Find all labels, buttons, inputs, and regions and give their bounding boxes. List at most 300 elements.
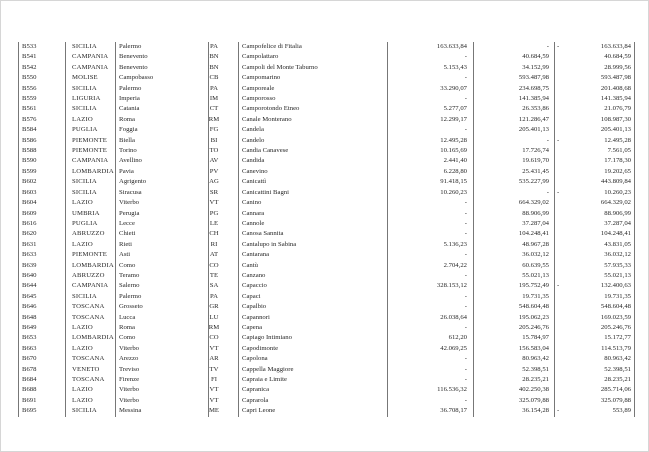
amount-column-1: - xyxy=(464,95,467,103)
amount-column-1: - xyxy=(464,209,467,217)
table-row xyxy=(18,42,635,52)
province-name: Imperia xyxy=(119,95,140,103)
province-name: Benevento xyxy=(119,53,148,61)
province-abbreviation: IM xyxy=(209,95,219,103)
municipality-name: Cappella Maggiore xyxy=(242,365,294,373)
table-row xyxy=(18,177,635,187)
amount-column-1: 10.165,69 xyxy=(440,147,467,155)
amount-column-2: 34.152,99 xyxy=(522,63,549,71)
table-row xyxy=(18,115,635,125)
negative-sign: - xyxy=(557,136,560,144)
municipality-name: Capalbio xyxy=(242,303,267,311)
amount-column-1: 26.038,64 xyxy=(440,313,467,321)
municipality-name: Campolattaro xyxy=(242,53,279,61)
amount-column-2: 593.487,98 xyxy=(518,74,549,82)
province-abbreviation: PV xyxy=(209,167,219,175)
amount-value: 108.987,30 xyxy=(600,115,631,123)
province-name: Viterbo xyxy=(119,396,140,404)
amount-value: 52.398,51 xyxy=(604,365,631,373)
amount-column-3 xyxy=(557,146,631,156)
amount-column-3 xyxy=(557,385,631,395)
region-name: SICILIA xyxy=(72,188,97,196)
amount-column-2: 55.021,13 xyxy=(522,271,549,279)
table-rows xyxy=(18,42,635,417)
province-abbreviation: CB xyxy=(209,74,219,82)
municipality-name: Caprarola xyxy=(242,396,269,404)
municipality-name: Campoli del Monte Taburno xyxy=(242,63,318,71)
province-abbreviation: AT xyxy=(209,251,219,259)
region-name: SICILIA xyxy=(72,84,97,92)
amount-column-3 xyxy=(557,136,631,146)
province-name: Lucca xyxy=(119,313,136,321)
amount-column-2: 205.401,13 xyxy=(518,126,549,134)
amount-column-3 xyxy=(557,261,631,271)
amount-column-3 xyxy=(557,281,631,291)
amount-column-2: 535.227,99 xyxy=(518,178,549,186)
region-name: VENETO xyxy=(72,365,100,373)
municipality-name: Capodimonte xyxy=(242,344,279,352)
amount-value: 80.963,42 xyxy=(604,355,631,363)
cadastral-code: B584 xyxy=(22,126,37,134)
province-abbreviation: PA xyxy=(210,84,218,92)
table-row xyxy=(18,271,635,281)
amount-column-3 xyxy=(557,302,631,312)
province-name: Palermo xyxy=(119,43,142,50)
cadastral-code: B586 xyxy=(22,136,37,144)
amount-column-1: - xyxy=(464,292,467,300)
cadastral-code: B559 xyxy=(22,95,37,103)
amount-column-1: - xyxy=(464,271,467,279)
amount-column-3 xyxy=(557,198,631,208)
amount-column-2: 36.154,28 xyxy=(522,407,549,415)
table-row xyxy=(18,250,635,260)
province-name: Como xyxy=(119,334,136,342)
amount-column-3 xyxy=(557,219,631,229)
province-name: Siracusa xyxy=(119,188,142,196)
province-abbreviation: RM xyxy=(208,323,220,331)
province-name: Messina xyxy=(119,407,142,415)
cadastral-code: B646 xyxy=(22,303,37,311)
amount-value: 443.809,84 xyxy=(600,178,631,186)
municipality-name: Capena xyxy=(242,323,263,331)
region-name: LOMBARDIA xyxy=(72,167,114,175)
cadastral-code: B576 xyxy=(22,115,37,123)
amount-column-3 xyxy=(557,156,631,166)
table-row xyxy=(18,385,635,395)
negative-sign: - xyxy=(557,407,560,415)
cadastral-code: B602 xyxy=(22,178,37,186)
province-abbreviation: CO xyxy=(209,334,219,342)
province-name: Asti xyxy=(119,251,131,259)
amount-value: 163.633,84 xyxy=(600,43,631,50)
amount-column-1: 612,20 xyxy=(448,334,467,342)
province-abbreviation: AR xyxy=(209,355,219,363)
province-abbreviation: CH xyxy=(209,230,219,238)
region-name: LAZIO xyxy=(72,240,93,248)
amount-column-2: 37.287,04 xyxy=(522,219,549,227)
amount-column-1: - xyxy=(464,355,467,363)
region-name: PUGLIA xyxy=(72,126,98,134)
amount-column-1: 10.260,23 xyxy=(440,188,467,196)
amount-column-1: 116.536,32 xyxy=(437,386,467,394)
municipality-name: Capannori xyxy=(242,313,270,321)
amount-column-3 xyxy=(557,167,631,177)
region-name: SICILIA xyxy=(72,105,97,113)
province-name: Treviso xyxy=(119,365,140,373)
cadastral-code: B663 xyxy=(22,344,37,352)
amount-column-1: 33.290,07 xyxy=(440,84,467,92)
amount-column-3 xyxy=(557,52,631,62)
amount-column-1: 5.136,23 xyxy=(443,240,467,248)
cadastral-code: B604 xyxy=(22,199,37,207)
amount-column-1: - xyxy=(464,219,467,227)
table-row xyxy=(18,406,635,416)
amount-column-1: 12.495,28 xyxy=(440,136,467,144)
municipality-name: Candelo xyxy=(242,136,265,144)
province-abbreviation: VT xyxy=(209,386,219,394)
region-name: LAZIO xyxy=(72,323,93,331)
province-abbreviation: SA xyxy=(209,282,219,290)
amount-column-2: 325.079,88 xyxy=(518,396,549,404)
amount-column-1: - xyxy=(464,396,467,404)
amount-value: 285.714,06 xyxy=(600,386,631,394)
region-name: TOSCANA xyxy=(72,376,105,383)
province-name: Catania xyxy=(119,105,140,113)
province-abbreviation: GR xyxy=(209,303,219,311)
amount-column-2: 664.329,02 xyxy=(518,199,549,207)
table-row xyxy=(18,73,635,83)
table-row xyxy=(18,84,635,94)
cadastral-code: B648 xyxy=(22,313,37,321)
municipality-name: Cannara xyxy=(242,209,265,217)
province-abbreviation: AG xyxy=(209,178,219,186)
amount-column-3 xyxy=(557,240,631,250)
table-row xyxy=(18,146,635,156)
amount-value: 205.401,13 xyxy=(600,126,631,134)
province-name: Viterbo xyxy=(119,344,140,352)
amount-column-1: - xyxy=(464,74,467,82)
amount-column-1: 2.704,22 xyxy=(443,261,467,269)
amount-column-2: 548.604,48 xyxy=(518,303,549,311)
province-name: Benevento xyxy=(119,63,148,71)
cadastral-code: B691 xyxy=(22,396,37,404)
cadastral-code: B609 xyxy=(22,209,37,217)
cadastral-code: B550 xyxy=(22,74,37,82)
table-row xyxy=(18,125,635,135)
negative-sign: - xyxy=(557,188,560,196)
region-name: LIGURIA xyxy=(72,95,101,103)
amount-value: 19.202,65 xyxy=(604,167,631,175)
region-name: PUGLIA xyxy=(72,219,98,227)
region-name: TOSCANA xyxy=(72,313,105,321)
amount-column-3 xyxy=(557,73,631,83)
table-row xyxy=(18,261,635,271)
municipality-name: Camporotondo Etneo xyxy=(242,105,300,113)
amount-column-1: 328.153,12 xyxy=(436,282,467,290)
table-row xyxy=(18,209,635,219)
amount-value: 17.178,30 xyxy=(604,157,631,165)
amount-column-2: 121.286,47 xyxy=(518,115,549,123)
cadastral-code: B616 xyxy=(22,219,37,227)
cadastral-code: B603 xyxy=(22,188,37,196)
region-name: CAMPANIA xyxy=(72,157,109,165)
province-abbreviation: BI xyxy=(210,136,218,144)
amount-value: 201.408,68 xyxy=(600,84,631,92)
amount-column-3 xyxy=(557,104,631,114)
amount-value: 205.246,76 xyxy=(600,323,631,331)
province-abbreviation: PG xyxy=(209,209,219,217)
amount-column-2: 402.250,38 xyxy=(518,386,549,394)
table-row xyxy=(18,136,635,146)
province-abbreviation: RI xyxy=(210,240,218,248)
table-row xyxy=(18,104,635,114)
municipality-name: Canino xyxy=(242,199,262,207)
amount-column-2: 195.752,49 xyxy=(518,282,549,290)
region-name: LOMBARDIA xyxy=(72,261,114,269)
amount-column-1: - xyxy=(464,126,467,134)
amount-value: 104.248,41 xyxy=(600,230,631,238)
province-name: Agrigento xyxy=(119,178,147,186)
amount-column-3 xyxy=(557,292,631,302)
amount-column-1: - xyxy=(464,323,467,331)
province-abbreviation: SR xyxy=(209,188,219,196)
amount-column-2: 104.248,41 xyxy=(518,230,549,238)
amount-column-2: 52.398,51 xyxy=(522,365,549,373)
amount-column-2: 88.906,99 xyxy=(522,209,549,217)
region-name: SICILIA xyxy=(72,292,97,300)
region-name: ABRUZZO xyxy=(72,271,105,279)
amount-value: 325.079,88 xyxy=(600,396,631,404)
municipalities-table xyxy=(18,42,635,417)
amount-column-1: - xyxy=(464,365,467,373)
province-abbreviation: BN xyxy=(209,63,219,71)
region-name: SICILIA xyxy=(72,43,97,50)
municipality-name: Camporosso xyxy=(242,95,276,103)
province-name: Viterbo xyxy=(119,386,140,394)
amount-value: 43.831,05 xyxy=(604,240,631,248)
cadastral-code: B561 xyxy=(22,105,37,113)
amount-column-2: - xyxy=(546,136,549,144)
amount-column-2: 19.731,35 xyxy=(522,292,549,300)
table-row xyxy=(18,198,635,208)
amount-column-2: 48.967,28 xyxy=(522,240,549,248)
region-name: ABRUZZO xyxy=(72,230,105,238)
cadastral-code: B649 xyxy=(22,323,37,331)
municipality-name: Camporeale xyxy=(242,84,275,92)
cadastral-code: B533 xyxy=(22,43,37,50)
amount-column-1: - xyxy=(464,251,467,259)
table-row xyxy=(18,219,635,229)
amount-column-2: 141.385,94 xyxy=(518,95,549,103)
province-abbreviation: VT xyxy=(209,344,219,352)
region-name: LAZIO xyxy=(72,115,93,123)
cadastral-code: B631 xyxy=(22,240,37,248)
municipality-name: Capolona xyxy=(242,355,268,363)
amount-column-3 xyxy=(557,396,631,406)
amount-column-3 xyxy=(557,84,631,94)
province-abbreviation: TE xyxy=(209,271,219,279)
region-name: CAMPANIA xyxy=(72,282,109,290)
region-name: UMBRIA xyxy=(72,209,100,217)
municipality-name: Canicattì xyxy=(242,178,267,186)
cadastral-code: B620 xyxy=(22,230,37,238)
amount-column-3 xyxy=(557,209,631,219)
province-abbreviation: PA xyxy=(210,43,218,50)
table-row xyxy=(18,365,635,375)
province-abbreviation: TV xyxy=(209,365,219,373)
province-abbreviation: VT xyxy=(209,199,219,207)
region-name: SICILIA xyxy=(72,178,97,186)
province-abbreviation: ME xyxy=(208,407,220,415)
amount-value: 28.999,56 xyxy=(604,63,631,71)
province-abbreviation: RM xyxy=(208,115,220,123)
amount-value: 10.260,23 xyxy=(604,188,631,196)
amount-column-3 xyxy=(557,250,631,260)
cadastral-code: B590 xyxy=(22,157,37,165)
municipality-name: Canicattini Bagni xyxy=(242,188,289,196)
table-row xyxy=(18,188,635,198)
cadastral-code: B695 xyxy=(22,407,37,415)
cadastral-code: B588 xyxy=(22,147,37,155)
amount-column-1: - xyxy=(464,303,467,311)
region-name: PIEMONTE xyxy=(72,147,108,155)
cadastral-code: B678 xyxy=(22,365,37,373)
cadastral-code: B640 xyxy=(22,271,37,279)
amount-column-3 xyxy=(557,63,631,73)
amount-value: 15.172,77 xyxy=(604,334,631,342)
table-row xyxy=(18,94,635,104)
cadastral-code: B639 xyxy=(22,261,37,269)
municipality-name: Canzano xyxy=(242,271,266,279)
table-row xyxy=(18,313,635,323)
amount-column-3 xyxy=(557,94,631,104)
amount-column-3 xyxy=(557,177,631,187)
amount-column-2: 205.246,76 xyxy=(518,323,549,331)
province-name: Roma xyxy=(119,323,135,331)
province-abbreviation: CO xyxy=(209,261,219,269)
amount-column-1: 5.277,07 xyxy=(443,105,467,113)
table-row xyxy=(18,52,635,62)
amount-column-3 xyxy=(557,188,631,198)
municipality-name: Capri Leone xyxy=(242,407,276,415)
amount-column-2: 195.062,23 xyxy=(518,313,549,321)
table-row xyxy=(18,240,635,250)
amount-column-2: 17.726,74 xyxy=(522,147,549,155)
cadastral-code: B644 xyxy=(22,282,37,290)
cadastral-code: B670 xyxy=(22,355,37,363)
amount-column-2: 156.583,04 xyxy=(518,344,549,352)
municipality-name: Canosa Sannita xyxy=(242,230,284,238)
province-name: Pavia xyxy=(119,167,134,175)
table-row xyxy=(18,167,635,177)
province-abbreviation: LE xyxy=(209,219,219,227)
province-name: Chieti xyxy=(119,230,136,238)
province-name: Como xyxy=(119,261,136,269)
province-name: Roma xyxy=(119,115,135,123)
province-name: Campobasso xyxy=(119,74,154,82)
amount-column-2: - xyxy=(546,43,549,50)
province-abbreviation: VT xyxy=(209,396,219,404)
table-row xyxy=(18,323,635,333)
amount-value: 19.731,35 xyxy=(604,292,631,300)
amount-column-1: 42.069,25 xyxy=(440,344,467,352)
province-name: Torino xyxy=(119,147,137,155)
region-name: PIEMONTE xyxy=(72,251,108,259)
amount-column-1: 5.153,43 xyxy=(443,63,467,71)
table-row xyxy=(18,302,635,312)
municipality-name: Cantalupo in Sabina xyxy=(242,240,297,248)
table-row xyxy=(18,375,635,385)
municipality-name: Capaccio xyxy=(242,282,267,290)
amount-column-3 xyxy=(557,333,631,343)
municipality-name: Capranica xyxy=(242,386,270,394)
amount-value: 37.287,04 xyxy=(604,219,631,227)
municipality-name: Canale Monterano xyxy=(242,115,292,123)
amount-column-3 xyxy=(557,313,631,323)
region-name: TOSCANA xyxy=(72,303,105,311)
municipality-name: Campomarino xyxy=(242,74,281,82)
cadastral-code: B541 xyxy=(22,53,37,61)
municipality-name: Candida xyxy=(242,157,265,165)
amount-column-2: 15.784,97 xyxy=(522,334,549,342)
negative-sign: - xyxy=(557,43,560,50)
amount-column-3 xyxy=(557,344,631,354)
province-abbreviation: AV xyxy=(209,157,219,165)
amount-value: 114.513,79 xyxy=(601,344,631,352)
region-name: LAZIO xyxy=(72,396,93,404)
amount-value: 55.021,13 xyxy=(604,271,631,279)
cadastral-code: B633 xyxy=(22,251,37,259)
region-name: LAZIO xyxy=(72,344,93,352)
cadastral-code: B599 xyxy=(22,167,37,175)
amount-column-3 xyxy=(557,229,631,239)
table-row xyxy=(18,396,635,406)
municipality-name: Cantarana xyxy=(242,251,270,259)
amount-column-2: 19.619,70 xyxy=(522,157,549,165)
province-name: Arezzo xyxy=(119,355,139,363)
amount-column-3 xyxy=(557,323,631,333)
amount-value: 12.495,28 xyxy=(604,136,631,144)
amount-column-3 xyxy=(557,365,631,375)
amount-column-1: - xyxy=(464,230,467,238)
amount-column-2: 234.698,75 xyxy=(518,84,549,92)
amount-column-2: 26.353,86 xyxy=(522,105,549,113)
amount-column-1: 2.441,40 xyxy=(443,157,467,165)
amount-value: 548.604,48 xyxy=(600,303,631,311)
region-name: CAMPANIA xyxy=(72,53,109,61)
province-name: Grosseto xyxy=(119,303,143,311)
cadastral-code: B653 xyxy=(22,334,37,342)
amount-value: 57.935,33 xyxy=(604,261,631,269)
region-name: LAZIO xyxy=(72,386,93,394)
province-abbreviation: FI xyxy=(211,376,217,383)
amount-column-1: 91.418,15 xyxy=(440,178,467,186)
amount-column-1: - xyxy=(464,376,467,383)
province-name: Perugia xyxy=(119,209,140,217)
amount-column-2: - xyxy=(546,188,549,196)
table-row xyxy=(18,333,635,343)
province-name: Rieti xyxy=(119,240,133,248)
amount-value: 553,89 xyxy=(612,407,631,415)
municipality-name: Canevino xyxy=(242,167,268,175)
amount-column-1: - xyxy=(464,199,467,207)
table-row xyxy=(18,229,635,239)
amount-column-3 xyxy=(557,375,631,385)
region-name: MOLISE xyxy=(72,74,98,82)
amount-value: 141.385,94 xyxy=(600,95,631,103)
region-name: PIEMONTE xyxy=(72,136,108,144)
province-name: Biella xyxy=(119,136,135,144)
